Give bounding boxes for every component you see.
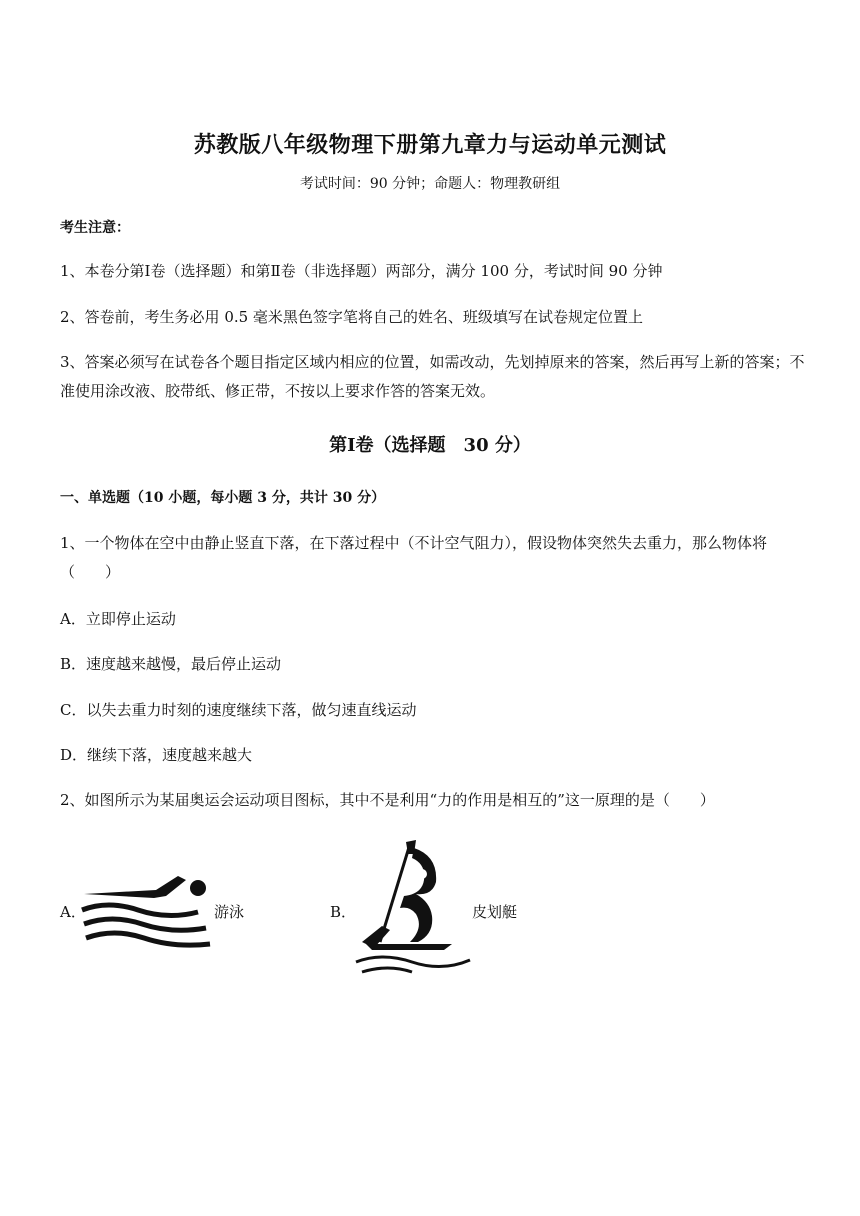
question-1-option-d: D．继续下落，速度越来越大 bbox=[60, 746, 253, 764]
question-2-option-a-label: 游泳 bbox=[214, 903, 245, 921]
canoe-icon bbox=[352, 838, 474, 978]
question-1-option-b: B．速度越来越慢，最后停止运动 bbox=[60, 655, 282, 673]
notice-item-3: 3、答案必须写在试卷各个题目指定区域内相应的位置，如需改动，先划掉原来的答案，然后再写上新的答案；不准使用涂改液、胶带纸、修正带，不按以上要求作答的答案无效。 bbox=[60, 353, 805, 400]
notice-heading: 考生注意： bbox=[60, 220, 130, 236]
page-title: 苏教版八年级物理下册第九章力与运动单元测试 bbox=[193, 132, 667, 158]
notice-item-1: 1、本卷分第Ⅰ卷（选择题）和第Ⅱ卷（非选择题）两部分，满分 100 分，考试时间 90 分钟 bbox=[60, 262, 663, 280]
section-title: 第Ⅰ卷（选择题 30 分） bbox=[329, 435, 531, 456]
question-2-option-a-letter: A． bbox=[60, 903, 86, 921]
question-2-option-b-label: 皮划艇 bbox=[472, 903, 518, 921]
question-1-option-a: A．立即停止运动 bbox=[60, 610, 176, 628]
exam-info: 考试时间：90 分钟；命题人：物理教研组 bbox=[299, 176, 561, 192]
question-group-heading: 一、单选题（10 小题，每小题 3 分，共计 30 分） bbox=[60, 490, 386, 506]
swimming-icon bbox=[78, 870, 214, 950]
question-2-option-b-letter: B． bbox=[330, 903, 357, 921]
question-1-stem: 1、一个物体在空中由静止竖直下落，在下落过程中（不计空气阻力），假设物体突然失去重力，那么物体将（ ） bbox=[60, 534, 768, 581]
notice-item-2: 2、答卷前，考生务必用 0.5 毫米黑色签字笔将自己的姓名、班级填写在试卷规定位置上 bbox=[60, 308, 643, 326]
question-1-option-c: C．以失去重力时刻的速度继续下落，做匀速直线运动 bbox=[60, 701, 417, 719]
question-2-stem: 2、如图所示为某届奥运会运动项目图标，其中不是利用“力的作用是相互的”这一原理的是（ ） bbox=[60, 791, 715, 809]
